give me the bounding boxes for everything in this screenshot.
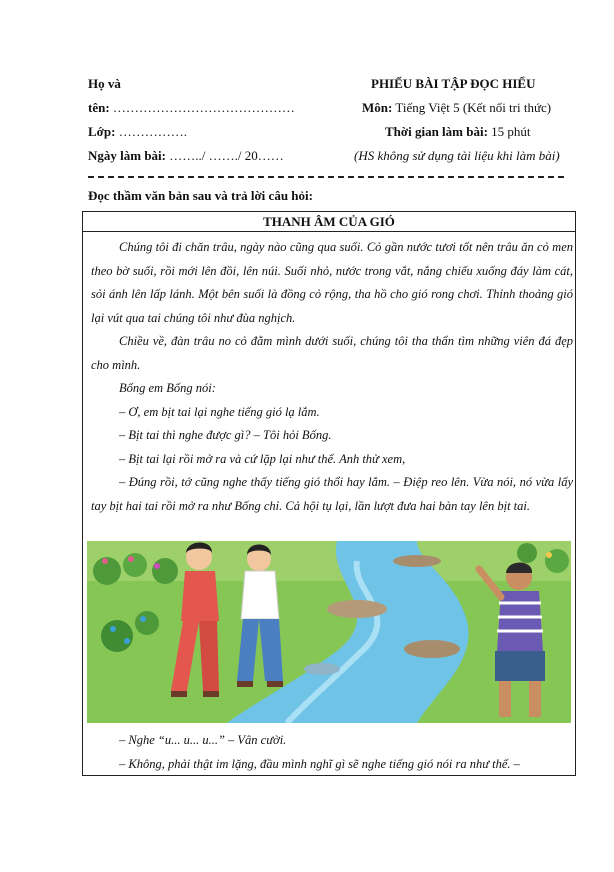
no-material-note: (HS không sử dụng tài liệu khi làm bài) — [354, 148, 560, 163]
story-paragraph: Bống em Bống nói: — [119, 381, 216, 395]
date-line — [88, 148, 284, 164]
story-text-bottom — [91, 729, 573, 776]
story-paragraph: Chúng tôi đi chăn trâu, ngày nào cũng qua suối. Cỏ gần nước tươi tốt nên trâu ăn cỏ men theo bờ suối, rồi mới lên đồi, lên núi. Suối nhỏ, nước trong vắt, nắng chiếu xuống đáy làm cát, sỏi ánh lên lấp lánh. Một bên suối là đồng cỏ rộng, tha hồ cho gió rong chơi. Thỉnh thoảng gió lại vút qua tai chúng tôi như đùa nghịch. — [91, 240, 573, 325]
dialogue-line: – Bịt tai thì nghe được gì? – Tôi hỏi Bống. — [119, 428, 332, 442]
dialogue-line: – Nghe “u... u... u...” – Vân cười. — [119, 733, 287, 747]
class-label: Lớp: — [88, 124, 116, 139]
dialogue-line: – Ơ, em bịt tai lại nghe tiếng gió lạ lắm. — [119, 404, 320, 419]
story-illustration — [87, 541, 571, 723]
story-paragraph: Chiều về, đàn trâu no cỏ đằm mình dưới suối, chúng tôi tha thẩn tìm những viên đá đẹp cho mình. — [91, 334, 573, 372]
time-line — [385, 124, 531, 140]
subject-line — [362, 100, 551, 116]
instruction: Đọc thầm văn bản sau và trả lời câu hỏi: — [88, 188, 313, 203]
name-line — [88, 100, 295, 116]
dialogue-line: – Không, phải thật im lặng, đầu mình nghĩ gì sẽ nghe tiếng gió nói ra như thế. – — [119, 756, 520, 771]
date-label: Ngày làm bài: — [88, 148, 166, 163]
dialogue-line: – Đúng rồi, tớ cũng nghe thấy tiếng gió thổi hay lắm. – Điệp reo lên. Vừa nói, nó vừa lấy tay bịt hai tai rồi mở ra như Bống chỉ. Cả hội tụ lại, lần lượt đưa hai bàn tay lên bịt tai. — [91, 475, 573, 513]
story-text-top — [91, 236, 573, 518]
subject-label: Môn: — [362, 100, 393, 115]
time-label: Thời gian làm bài: — [385, 124, 488, 139]
story-title: THANH ÂM CỦA GIÓ — [263, 214, 395, 229]
class-line — [88, 124, 187, 140]
subject-value: Tiếng Việt 5 (Kết nối tri thức) — [395, 100, 552, 115]
time-value: 15 phút — [491, 124, 531, 139]
dialogue-line: – Bịt tai lại rồi mở ra và cứ lặp lại như thế. Anh thử xem, — [119, 451, 406, 466]
name-label: Họ và — [88, 76, 121, 91]
date-field[interactable]: ……../ ……./ 20…… — [169, 148, 284, 163]
class-field[interactable]: ……………. — [118, 124, 187, 139]
separator-dashed — [88, 176, 564, 178]
title-divider — [82, 231, 576, 232]
sheet-title: PHIẾU BÀI TẬP ĐỌC HIỂU — [371, 76, 536, 91]
name-label-2: tên: — [88, 100, 110, 115]
name-field[interactable]: …………………………………… — [112, 100, 295, 115]
